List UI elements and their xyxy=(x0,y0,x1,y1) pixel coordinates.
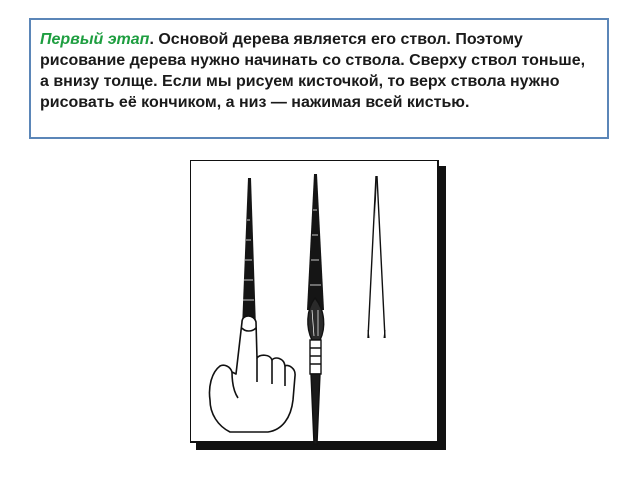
brush-ferrule xyxy=(310,340,321,374)
instruction-box xyxy=(29,18,609,139)
instruction-text xyxy=(40,29,595,113)
stage-label: Первый этап xyxy=(40,31,150,48)
instruction-body: . Основой дерева является его ствол. Поэтому рисование дерева нужно начинать со ствола. Сверху ствол тоньше, а внизу толще. Если мы рисуем кисточкой, то верх ствола нужно рисовать её кончиком, а низ — нажимая всей кистью. xyxy=(40,31,586,111)
trunk-drawing-illustration xyxy=(190,160,446,450)
